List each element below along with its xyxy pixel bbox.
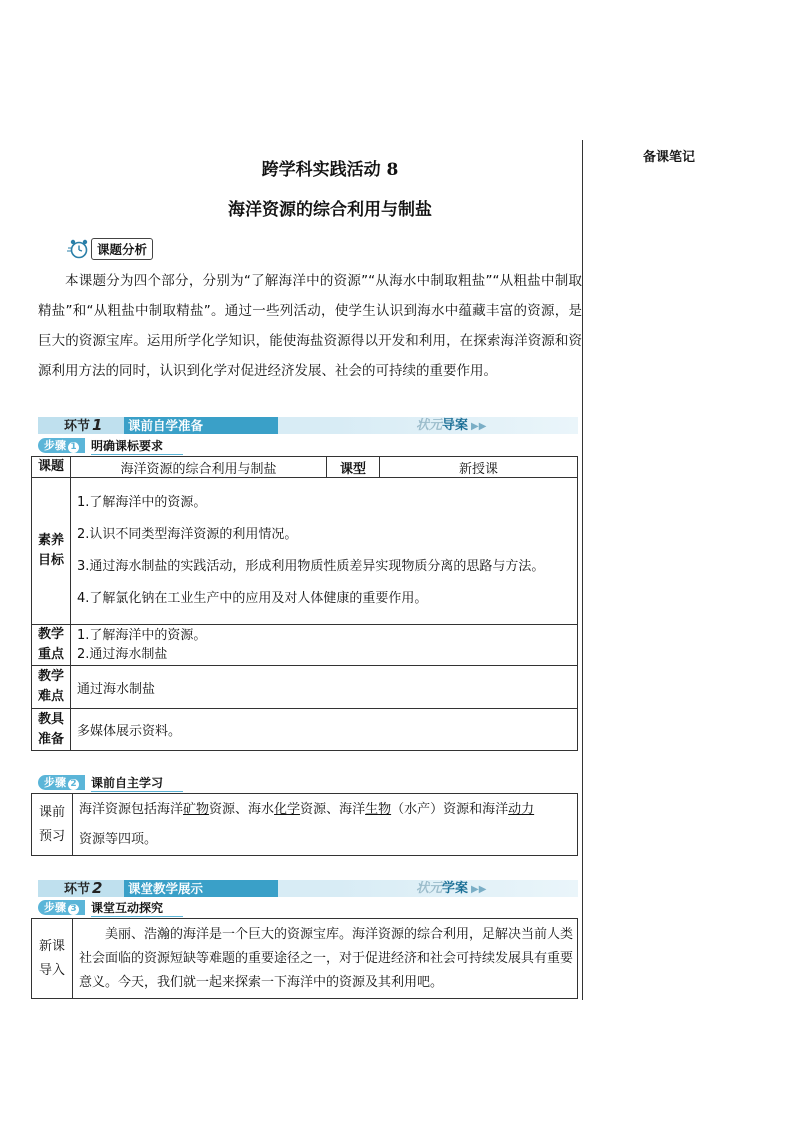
- double-arrow-icon: ▶▶: [471, 421, 487, 432]
- preview-table: [31, 793, 578, 856]
- step3-title: 课堂互动探究: [91, 899, 183, 917]
- step2-title: 课前自主学习: [91, 774, 183, 792]
- section2-title: 课堂教学展示: [124, 880, 278, 897]
- curriculum-table: [31, 456, 578, 751]
- alarm-clock-icon: [66, 238, 90, 260]
- topic-label: 课题: [32, 457, 71, 478]
- lesson-subtitle: 海洋资源的综合利用与制盐: [228, 200, 432, 220]
- goal-item: 4.了解氯化钠在工业生产中的应用及对人体健康的重要作用。: [77, 591, 428, 606]
- goal-item: 2.认识不同类型海洋资源的利用情况。: [77, 527, 298, 542]
- analysis-header: [66, 238, 153, 260]
- section2-tag: 状元学案 ▶▶: [416, 881, 487, 896]
- answer-blank: 矿物: [183, 801, 210, 817]
- step2-header: [38, 775, 183, 790]
- step2-pill: 步骤 2: [38, 775, 85, 790]
- answer-blank: 化学: [274, 801, 301, 817]
- intro-label: 新课导入: [32, 919, 73, 999]
- section1-label: 环节 1: [38, 417, 124, 434]
- preview-content: 海洋资源包括海洋矿物资源、海水化学资源、海洋生物（水产）资源和海洋动力 资源等四项。: [73, 794, 578, 856]
- literacy-label: 素养目标: [32, 478, 71, 625]
- goal-item: 1.了解海洋中的资源。: [77, 495, 207, 510]
- lesson-title: 跨学科实践活动 8: [261, 160, 399, 180]
- step3-pill: 步骤 3: [38, 900, 85, 915]
- focus-label: 教学重点: [32, 625, 71, 666]
- margin-divider: [582, 140, 583, 1000]
- difficulty-content: 通过海水制盐: [71, 666, 578, 709]
- step3-header: [38, 900, 183, 915]
- type-label: 课型: [327, 457, 380, 478]
- section1-banner: [38, 417, 578, 434]
- focus-item: 1.了解海洋中的资源。: [77, 628, 207, 643]
- intro-table: [31, 918, 578, 999]
- side-note-title: 备课笔记: [643, 150, 696, 165]
- topic-value: 海洋资源的综合利用与制盐: [71, 457, 327, 478]
- tools-label: 教具准备: [32, 709, 71, 751]
- preview-label: 课前预习: [32, 794, 73, 856]
- tools-content: 多媒体展示资料。: [71, 709, 578, 751]
- section2-label: 环节 2: [38, 880, 124, 897]
- step1-title: 明确课标要求: [91, 437, 183, 455]
- intro-content: 美丽、浩瀚的海洋是一个巨大的资源宝库。海洋资源的综合利用，足解决当前人类社会面临的资源短缺等难题的重要途径之一，对于促进经济和社会可持续发展具有重要意义。今天，我们就一起来探索一下海洋中的资源及其利用吧。: [73, 919, 578, 999]
- section1-title: 课前自学准备: [124, 417, 278, 434]
- section2-banner: [38, 880, 578, 897]
- analysis-label: 课题分析: [91, 238, 153, 260]
- type-value: 新授课: [380, 457, 578, 478]
- focus-content: [71, 625, 578, 666]
- step1-pill: 步骤 1: [38, 438, 85, 453]
- difficulty-label: 教学难点: [32, 666, 71, 709]
- literacy-goals: [71, 478, 578, 625]
- analysis-paragraph: 本课题分为四个部分，分别为“了解海洋中的资源”“从海水中制取粗盐”“从粗盐中制取精盐”和“从粗盐中制取精盐”。通过一些列活动，使学生认识到海水中蕴藏丰富的资源，是巨大的资源宝库。运用所学化学知识，能使海盐资源得以开发和利用，在探索海洋资源和资源利用方法的同时，认识到化学对促进经济发展、社会的可持续的重要作用。: [38, 273, 582, 379]
- step1-header: [38, 438, 183, 453]
- answer-blank: 动力: [508, 801, 535, 817]
- section1-tag: 状元导案 ▶▶: [416, 418, 487, 433]
- goal-item: 3.通过海水制盐的实践活动，形成利用物质性质差异实现物质分离的思路与方法。: [77, 559, 545, 574]
- focus-item: 2.通过海水制盐: [77, 647, 168, 662]
- double-arrow-icon: ▶▶: [471, 884, 487, 895]
- answer-blank: 生物: [365, 801, 392, 817]
